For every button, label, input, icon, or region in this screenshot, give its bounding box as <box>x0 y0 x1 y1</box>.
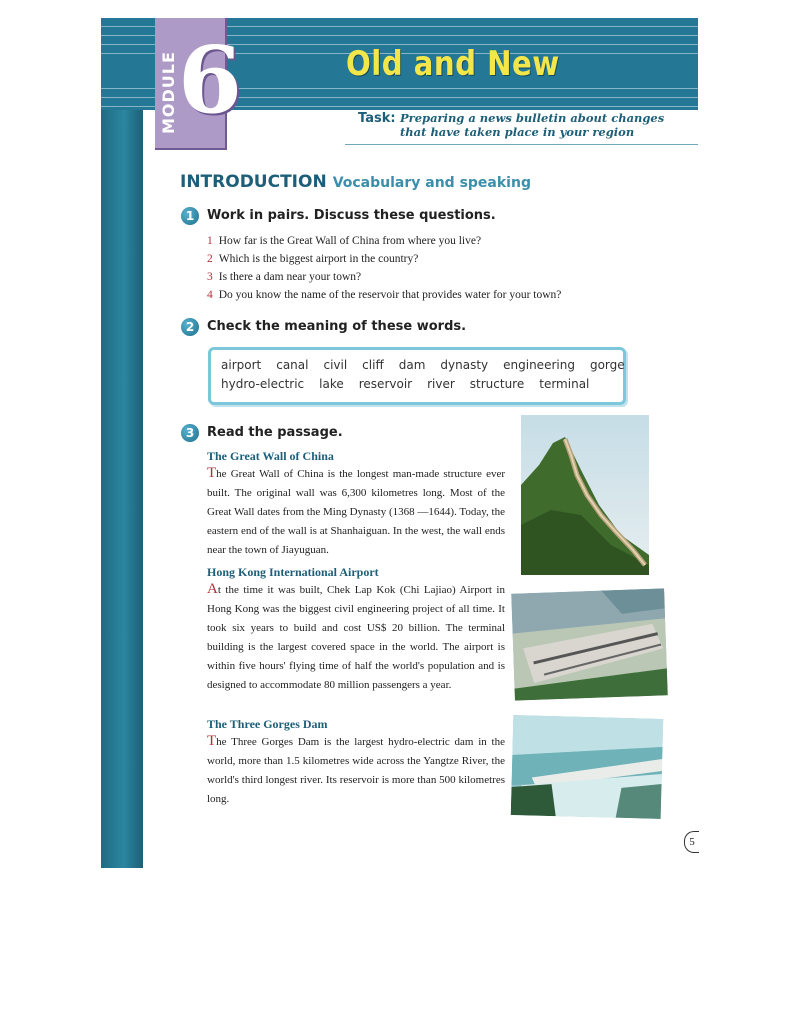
activity-heading-3: Read the passage. <box>207 425 343 440</box>
section-heading <box>180 172 531 192</box>
vocabulary-box <box>208 347 626 405</box>
question-item: 1 How far is the Great Wall of China from where you live? <box>207 235 482 247</box>
task-description: Preparing a news bulletin about changes that have taken place in your region <box>400 111 665 139</box>
vocab-word: gorge <box>589 358 625 372</box>
module-number: 6 <box>178 26 243 134</box>
vocab-word: civil <box>323 358 348 372</box>
question-item: 2 Which is the biggest airport in the country? <box>207 253 419 265</box>
passage-dam: The Three Gorges Dam is the largest hydro-electric dam in the world, more than 1.5 kilometres wide across the Yangtze River, the world's third longest river. Its reservoir is more than 500 kilometres long. <box>207 733 505 805</box>
section-subtitle: Vocabulary and speaking <box>332 175 531 191</box>
module-title: Old and New <box>346 44 560 84</box>
activity-number-1: 1 <box>181 207 199 225</box>
question-item: 3 Is there a dam near your town? <box>207 271 362 283</box>
vocabulary-line-2 <box>221 377 604 391</box>
vocab-word: lake <box>319 377 344 391</box>
vocab-word: structure <box>469 377 525 391</box>
task-label: Task: <box>358 111 396 126</box>
vocab-word: hydro-electric <box>221 377 305 391</box>
vocabulary-line-1 <box>221 358 640 372</box>
question-item: 4 Do you know the name of the reservoir that provides water for your town? <box>207 289 562 301</box>
three-gorges-dam-photo <box>511 715 664 819</box>
vocab-word: airport <box>221 358 262 372</box>
activity-number-2: 2 <box>181 318 199 336</box>
vocab-word: cliff <box>362 358 384 372</box>
vocab-word: terminal <box>539 377 590 391</box>
passage-title-dam: The Three Gorges Dam <box>207 717 328 731</box>
passage-airport: At the time it was built, Chek Lap Kok (Chi Lajiao) Airport in Hong Kong was the biggest civil engineering project of all time. It took six years to build and cost US$ 20 billion. The terminal building is the largest covered space in the world. The airport is within five hours' flying time of half the world's population and is designed to accommodate 80 million passengers a year. <box>207 581 505 691</box>
activity-heading-2: Check the meaning of these words. <box>207 319 467 334</box>
vocab-word: canal <box>276 358 309 372</box>
left-spine-band <box>101 18 143 868</box>
vocab-word: dam <box>398 358 426 372</box>
passage-title-airport: Hong Kong International Airport <box>207 565 379 579</box>
vocab-word: engineering <box>503 358 575 372</box>
vocab-word: reservoir <box>358 377 413 391</box>
airport-photo <box>511 588 668 700</box>
module-label: MODULE <box>159 51 178 134</box>
vocab-word: river <box>427 377 455 391</box>
vocab-word: dynasty <box>440 358 489 372</box>
activity-number-3: 3 <box>181 424 199 442</box>
activity-heading-1: Work in pairs. Discuss these questions. <box>207 208 496 223</box>
section-title: INTRODUCTION <box>180 172 327 192</box>
great-wall-photo <box>521 415 649 575</box>
page-number: 5 <box>684 831 699 853</box>
passage-great-wall: The Great Wall of China is the longest man-made structure ever built. The original wall was 6,300 kilometres long. Most of the Great Wall dates from the Ming Dynasty (1368 —1644). Today, the eastern end of the wall is at Shanhaiguan. In the west, the wall ends near the town of Jiayuguan. <box>207 465 505 556</box>
passage-title-great-wall: The Great Wall of China <box>207 449 334 463</box>
